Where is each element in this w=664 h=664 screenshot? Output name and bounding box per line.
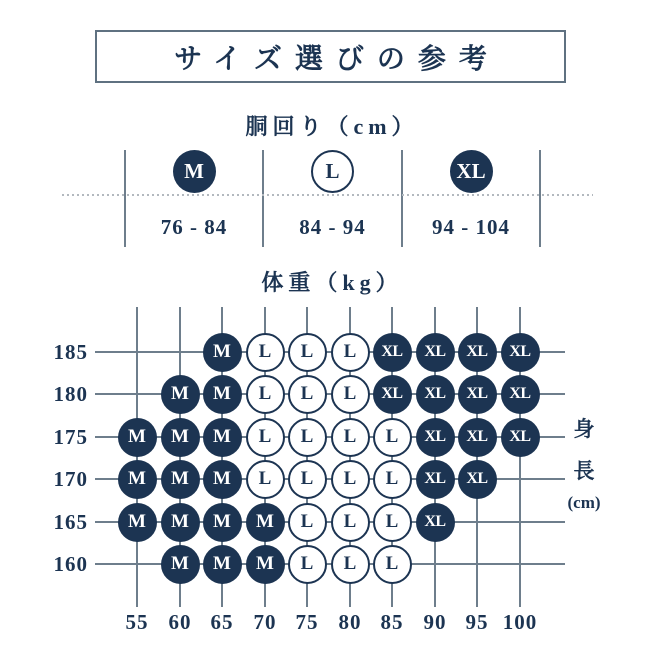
size-cell-175-85-L: L [373,418,412,457]
size-cell-165-85-L: L [373,503,412,542]
waist-size-badge-XL: XL [450,150,493,193]
size-cell-165-80-L: L [331,503,370,542]
size-cell-170-60-M: M [161,460,200,499]
size-cell-185-95-XL: XL [458,333,497,372]
height-axis-label-165: 165 [53,510,88,534]
size-cell-170-80-L: L [331,460,370,499]
size-cell-175-80-L: L [331,418,370,457]
height-axis-label-185: 185 [53,340,88,364]
weight-axis-label-90: 90 [423,610,447,634]
size-cell-180-85-XL: XL [373,375,412,414]
size-cell-175-90-XL: XL [416,418,455,457]
size-cell-170-90-XL: XL [416,460,455,499]
size-cell-175-70-L: L [246,418,285,457]
size-cell-180-80-L: L [331,375,370,414]
height-axis-label-180: 180 [53,382,88,406]
size-cell-180-70-L: L [246,375,285,414]
size-cell-160-70-M: M [246,545,285,584]
weight-axis-label-70: 70 [253,610,277,634]
size-cell-160-65-M: M [203,545,242,584]
size-cell-160-75-L: L [288,545,327,584]
size-cell-180-60-M: M [161,375,200,414]
weight-section-title: 体重（kg） [261,270,403,295]
size-cell-170-65-M: M [203,460,242,499]
waist-range-L: 84 - 94 [299,215,366,239]
weight-axis-label-100: 100 [502,610,538,634]
height-axis-title [552,413,616,513]
size-cell-165-70-M: M [246,503,285,542]
size-cell-185-75-L: L [288,333,327,372]
size-cell-175-95-XL: XL [458,418,497,457]
size-cell-175-100-XL: XL [501,418,540,457]
size-cell-185-100-XL: XL [501,333,540,372]
size-cell-165-75-L: L [288,503,327,542]
size-cell-160-85-L: L [373,545,412,584]
size-cell-175-60-M: M [161,418,200,457]
size-cell-180-75-L: L [288,375,327,414]
height-axis-label-170: 170 [53,467,88,491]
weight-axis-label-95: 95 [465,610,489,634]
weight-axis-label-75: 75 [295,610,319,634]
weight-axis-label-80: 80 [338,610,362,634]
waist-range-XL: 94 - 104 [432,215,510,239]
size-cell-185-65-M: M [203,333,242,372]
waist-size-badge-M: M [173,150,216,193]
size-cell-180-100-XL: XL [501,375,540,414]
size-cell-170-95-XL: XL [458,460,497,499]
height-axis-label-160: 160 [53,552,88,576]
weight-axis-label-60: 60 [168,610,192,634]
size-cell-160-80-L: L [331,545,370,584]
size-cell-185-70-L: L [246,333,285,372]
size-cell-180-95-XL: XL [458,375,497,414]
weight-axis-label-85: 85 [380,610,404,634]
size-cell-165-65-M: M [203,503,242,542]
size-cell-185-90-XL: XL [416,333,455,372]
size-cell-180-65-M: M [203,375,242,414]
size-cell-165-55-M: M [118,503,157,542]
height-axis-title-char: 身 [573,417,595,441]
size-cell-180-90-XL: XL [416,375,455,414]
waist-size-badge-L: L [311,150,354,193]
size-cell-170-70-L: L [246,460,285,499]
size-cell-170-55-M: M [118,460,157,499]
waist-range-M: 76 - 84 [160,215,228,239]
weight-axis-label-65: 65 [210,610,234,634]
height-axis-label-175: 175 [53,425,88,449]
size-cell-175-55-M: M [118,418,157,457]
size-cell-160-60-M: M [161,545,200,584]
size-cell-185-80-L: L [331,333,370,372]
size-cell-185-85-XL: XL [373,333,412,372]
size-cell-170-85-L: L [373,460,412,499]
size-cell-175-65-M: M [203,418,242,457]
height-axis-title-unit: (cm) [567,493,601,512]
weight-axis-label-55: 55 [125,610,149,634]
title-box [95,30,566,83]
size-cell-170-75-L: L [288,460,327,499]
waist-section-title: 胴回り（cm） [245,114,419,139]
size-cell-165-90-XL: XL [416,503,455,542]
size-cell-175-75-L: L [288,418,327,457]
waist-dotted-line [62,194,593,196]
size-cell-165-60-M: M [161,503,200,542]
height-axis-title-char: 長 [573,459,595,483]
page-title: サイズ選びの参考 [174,43,500,75]
